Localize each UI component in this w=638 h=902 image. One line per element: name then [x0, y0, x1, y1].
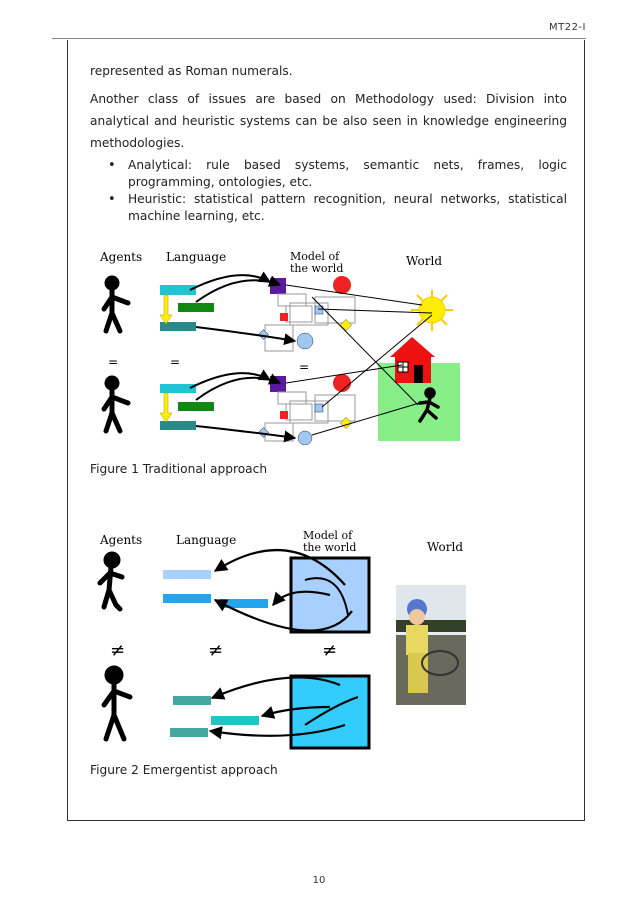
- figure-2-title: Emergentist approach: [142, 763, 278, 777]
- yellow-arrow-icon-2: [160, 393, 172, 422]
- equals-sign-language: =: [170, 355, 181, 369]
- world-photo: [396, 585, 466, 705]
- semantic-net-top: [259, 276, 355, 351]
- figure-1-caption: [90, 462, 267, 476]
- agents-label: Agents: [100, 250, 143, 264]
- not-equal-agents: ≠: [110, 640, 126, 661]
- language-bar-light-blue: [163, 570, 211, 579]
- language-bar-teal-2: [160, 421, 196, 430]
- document-code: MT22-I: [548, 22, 586, 33]
- model-square-cyan: [291, 676, 369, 748]
- figure-2-caption: [90, 763, 278, 777]
- agent-figure-bottom: [104, 378, 128, 431]
- figure-1-label: Figure 1: [90, 462, 139, 476]
- language-bar-cyan-3: [211, 716, 259, 725]
- heuristic-line-1: • Heuristic: statistical pattern recognition, neural networks, statistical: [128, 192, 567, 206]
- world-label: World: [406, 254, 442, 268]
- language-bar-teal-3: [173, 696, 211, 705]
- heuristic-line-2: machine learning, etc.: [128, 209, 265, 223]
- methodology-list: [106, 157, 567, 225]
- header-rule: [52, 38, 586, 39]
- model-label-line2: the world: [290, 262, 344, 275]
- world-label-2: World: [427, 540, 463, 554]
- figure-2-label: Figure 2: [90, 763, 139, 777]
- agents-label-2: Agents: [100, 533, 143, 547]
- agent-figure-top: [104, 278, 128, 331]
- methodology-line-3: methodologies.: [90, 136, 185, 150]
- list-item-analytical: [106, 157, 567, 191]
- not-equal-language: ≠: [208, 640, 224, 661]
- not-equal-model: ≠: [322, 640, 338, 661]
- equals-sign-model: =: [299, 360, 310, 374]
- equals-sign-agents: =: [108, 355, 119, 369]
- analytical-line-2: programming, ontologies, etc.: [128, 175, 313, 189]
- analytical-line-1: • Analytical: rule based systems, semantic nets, frames, logic: [128, 158, 567, 172]
- model-label-line1: Model of: [290, 250, 340, 263]
- agent-figure-lower: [104, 668, 130, 739]
- sun-icon: [411, 290, 453, 331]
- methodology-line-1: Another class of issues are based on Methodology used: Division into: [90, 92, 567, 106]
- paragraph-roman-numerals: represented as Roman numerals.: [90, 64, 293, 78]
- language-label: Language: [166, 250, 227, 264]
- language-bar-green-2: [178, 402, 214, 411]
- language-bar-green: [178, 303, 214, 312]
- page-number: 10: [312, 875, 326, 886]
- paragraph-methodology: [90, 88, 567, 154]
- figure-1-title: Traditional approach: [142, 462, 268, 476]
- list-item-heuristic: [106, 191, 567, 225]
- language-bar-teal-4: [170, 728, 208, 737]
- yellow-arrow-icon: [160, 295, 172, 324]
- figure-1-diagram: [90, 245, 480, 445]
- model-label-line1-2: Model of: [303, 529, 353, 542]
- agent-figure-upper: [100, 554, 122, 609]
- language-label-2: Language: [176, 533, 237, 547]
- methodology-line-2: analytical and heuristic systems can be also seen in knowledge engineering: [90, 114, 567, 128]
- model-label-line2-2: the world: [303, 541, 357, 554]
- figure-2-diagram: [90, 525, 480, 755]
- language-bar-blue: [163, 594, 211, 603]
